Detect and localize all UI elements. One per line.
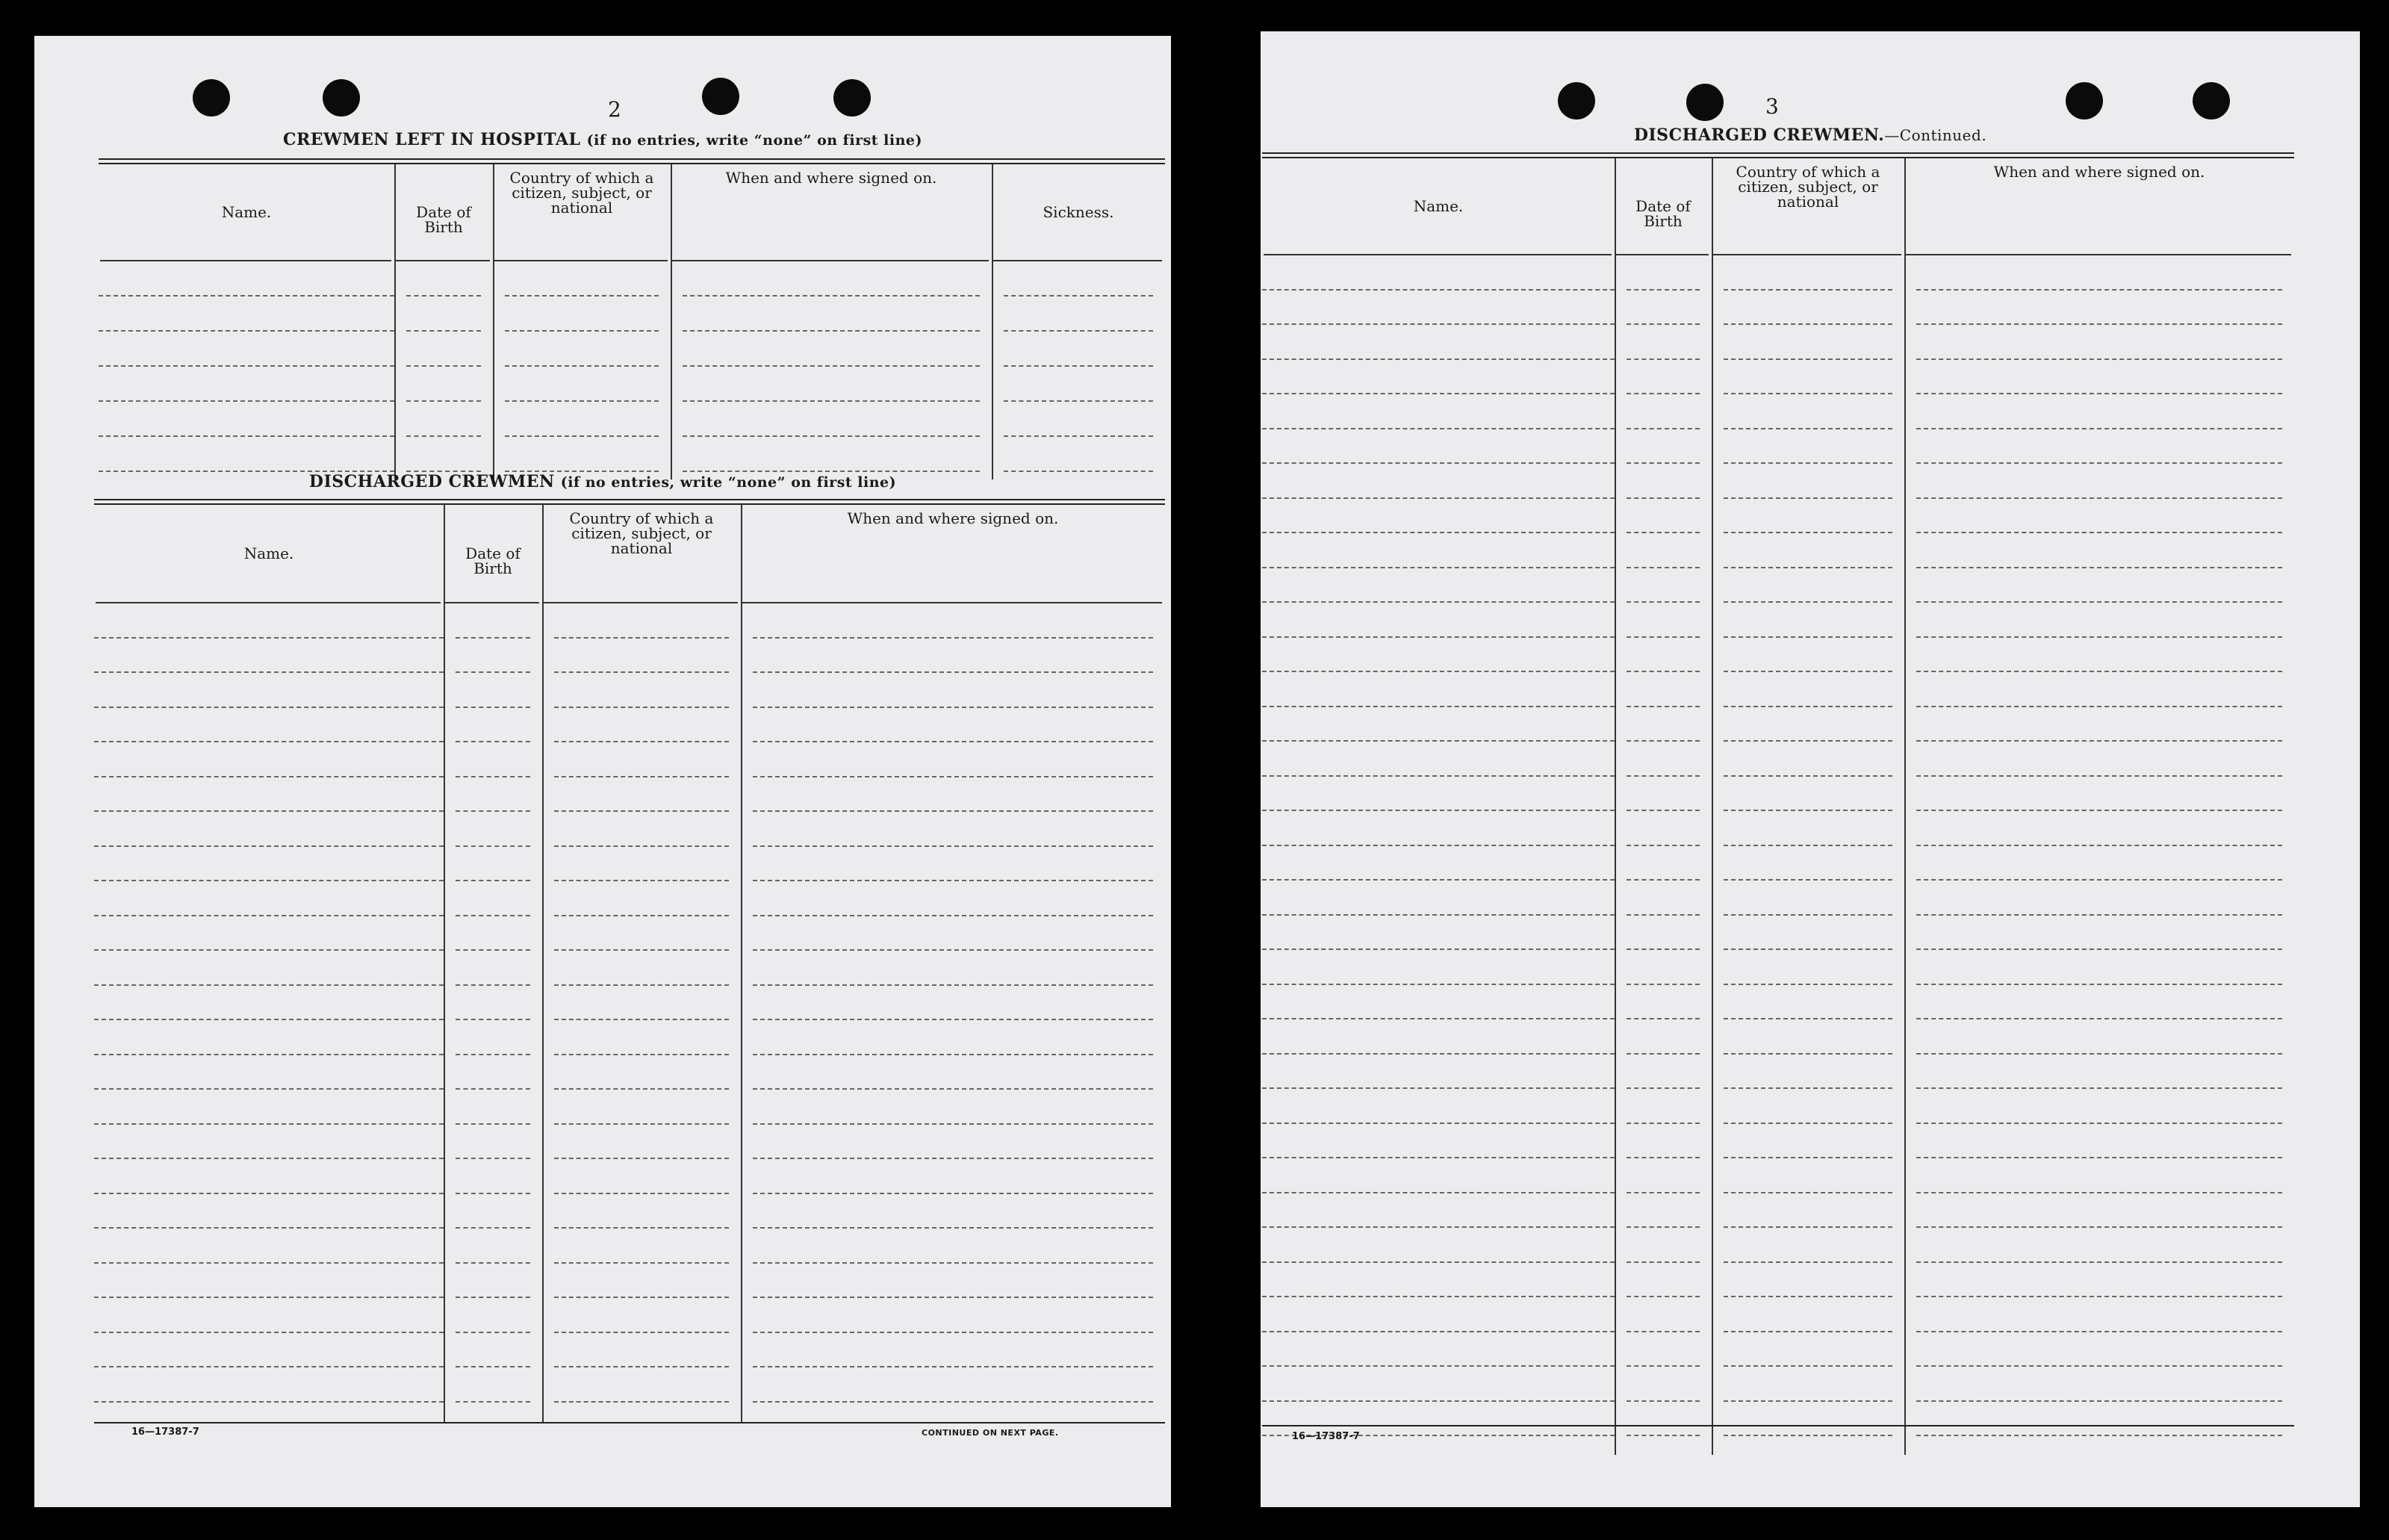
continued-note: CONTINUED ON NEXT PAGE. [922,1428,1059,1438]
punch-hole [833,79,871,117]
column-header: When and where signed on. [1993,163,2205,181]
punch-hole [193,79,230,117]
column-header: Date of Birth [1635,197,1691,230]
punch-hole [323,79,360,117]
right-page [1261,31,2360,1507]
column-header: Country of which a citizen, subject, or national [569,509,714,557]
column-header: Date of Birth [416,203,471,236]
column-header: When and where signed on. [725,169,937,187]
column-header: When and where signed on. [847,509,1059,527]
punch-hole [1558,82,1595,119]
discharged-table [94,505,1165,1423]
column-header: Sickness. [1043,203,1114,221]
form-number: 16—17387-7 [131,1426,199,1438]
form-number: 16—17387-7 [1292,1431,1360,1442]
hospital-table [99,164,1165,479]
discharged-continued-title: DISCHARGED CREWMEN.—Continued. [1633,125,1987,145]
page-number: 3 [1765,94,1779,119]
punch-hole [1686,84,1724,121]
column-header: Name. [221,203,272,221]
discharged-continued-table [1262,158,2294,1455]
discharged-section-title: DISCHARGED CREWMEN (if no entries, write “none” on first line) [308,472,897,491]
punch-hole [702,78,739,115]
left-page [34,36,1171,1507]
column-header: Country of which a citizen, subject, or national [509,169,654,217]
column-header: Name. [1413,197,1464,215]
column-header: Country of which a citizen, subject, or national [1736,163,1880,211]
column-header: Date of Birth [465,544,521,577]
column-header: Name. [243,544,294,562]
hospital-section-title: CREWMEN LEFT IN HOSPITAL (if no entries, write “none” on first line) [282,130,923,149]
punch-hole [2066,82,2103,119]
punch-hole [2193,82,2230,119]
page-number: 2 [608,97,621,122]
